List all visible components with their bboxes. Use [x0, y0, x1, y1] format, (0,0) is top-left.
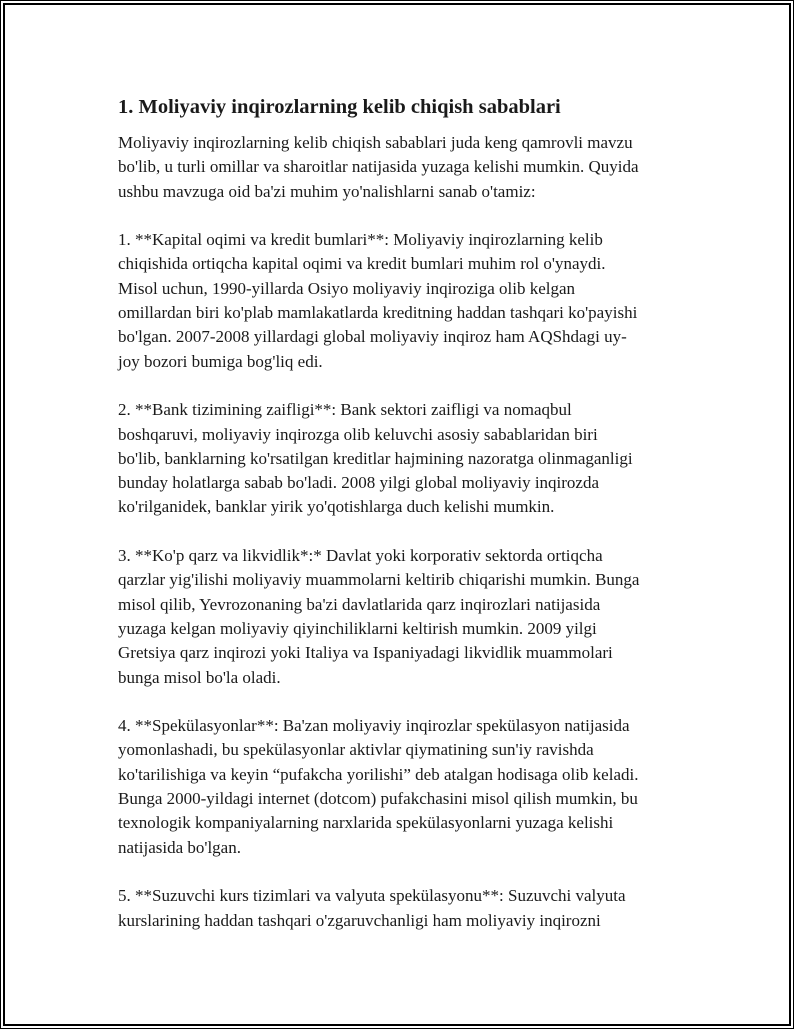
text-line: qarzlar yig'ilishi moliyaviy muammolarni keltirib chiqarishi mumkin. Bunga [118, 570, 640, 590]
text-line: yuzaga kelgan moliyaviy qiyinchiliklarni keltirish mumkin. 2009 yilgi [118, 618, 597, 638]
text-line: natijasida bo'lgan. [118, 837, 241, 857]
text-line: bo'lib, u turli omillar va sharoitlar natijasida yuzaga kelishi mumkin. Quyida [118, 157, 639, 177]
text-line: 4. **Spekülasyonlar**: Ba'zan moliyaviy inqirozlar spekülasyon natijasida [118, 716, 630, 736]
text-line: 2. **Bank tizimining zaifligi**: Bank sektori zaifligi va nomaqbul [118, 400, 572, 420]
text-line: chiqishida ortiqcha kapital oqimi va kredit bumlari muhim rol o'ynaydi. [118, 254, 606, 274]
text-line: ko'tarilishiga va keyin “pufakcha yorilishi” deb atalgan hodisaga olib keladi. [118, 764, 639, 784]
text-line: Moliyaviy inqirozlarning kelib chiqish sabablari juda keng qamrovli mavzu [118, 133, 633, 152]
point-5-paragraph [118, 884, 688, 933]
point-3-paragraph [118, 544, 688, 690]
section-heading: 1. Moliyaviy inqirozlarning kelib chiqish sabablari [118, 96, 561, 118]
text-line: bo'lgan. 2007-2008 yillardagi global moliyaviy inqiroz ham AQShdagi uy- [118, 327, 627, 347]
text-line: yomonlashadi, bu spekülasyonlar aktivlar qiymatining sun'iy ravishda [118, 740, 594, 760]
text-line: Misol uchun, 1990-yillarda Osiyo moliyaviy inqiroziga olib kelgan [118, 278, 576, 298]
intro-paragraph [118, 131, 688, 204]
point-1-paragraph [118, 228, 688, 374]
text-line: ushbu mavzuga oid ba'zi muhim yo'nalishlarni sanab o'tamiz: [118, 181, 536, 201]
text-line: 5. **Suzuvchi kurs tizimlari va valyuta spekülasyonu**: Suzuvchi valyuta [118, 886, 626, 906]
text-line: boshqaruvi, moliyaviy inqirozga olib keluvchi asosiy sabablaridan biri [118, 424, 598, 444]
text-line: Gretsiya qarz inqirozi yoki Italiya va Ispaniyadagi likvidlik muammolari [118, 643, 613, 663]
text-line: Bunga 2000-yildagi internet (dotcom) pufakchasini misol qilish mumkin, bu [118, 789, 638, 809]
point-4-paragraph [118, 714, 688, 860]
text-line: 1. **Kapital oqimi va kredit bumlari**: Moliyaviy inqirozlarning kelib [118, 230, 603, 250]
text-line: texnologik kompaniyalarning narxlarida spekülasyonlarni yuzaga kelishi [118, 813, 614, 833]
text-line: 3. **Ko'p qarz va likvidlik*:* Davlat yoki korporativ sektorda ortiqcha [118, 546, 603, 566]
text-line: misol qilib, Yevrozonaning ba'zi davlatlarida qarz inqirozlari natijasida [118, 594, 601, 614]
text-line: joy bozori bumiga bog'liq edi. [118, 351, 323, 371]
text-line: bunday holatlarga sabab bo'ladi. 2008 yilgi global moliyaviy inqirozda [118, 473, 600, 493]
text-line: omillardan biri ko'plab mamlakatlarda kreditning haddan tashqari ko'payishi [118, 303, 638, 323]
text-line: kurslarining haddan tashqari o'zgaruvchanligi ham moliyaviy inqirozni [118, 910, 601, 930]
text-line: bo'lib, banklarning ko'rsatilgan kreditlar hajmining nazoratga olinmaganligi [118, 448, 633, 468]
text-line: ko'rilganidek, banklar yirik yo'qotishlarga duch kelishi mumkin. [118, 497, 555, 517]
document-body [118, 94, 688, 957]
text-line: bunga misol bo'la oladi. [118, 667, 281, 687]
point-2-paragraph [118, 398, 688, 519]
